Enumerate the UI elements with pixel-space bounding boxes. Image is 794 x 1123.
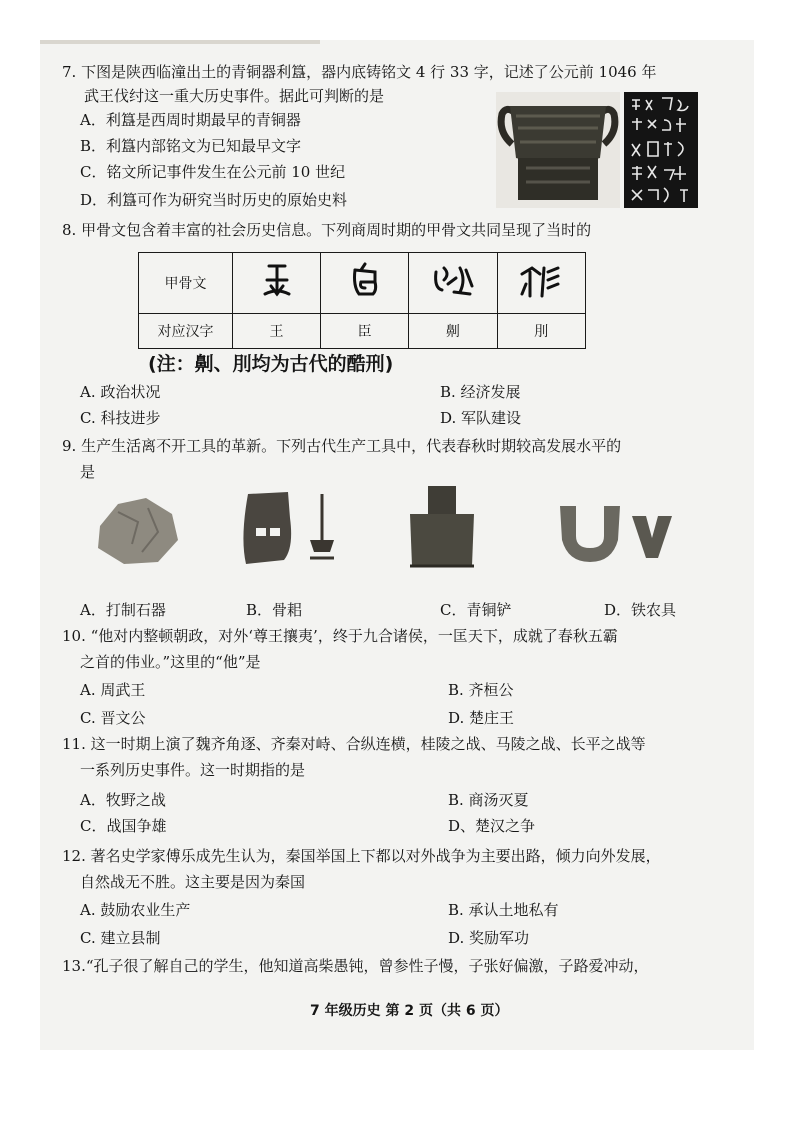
- q12-option-d: D. 奖励军功: [448, 929, 530, 947]
- q8-note: (注：劓、刖均为古代的酷刑): [148, 353, 394, 375]
- q12-stem-line2: 自然战无不胜。这主要是因为秦国: [80, 873, 306, 891]
- iron-tools-image: [554, 500, 678, 570]
- q10-option-a: A. 周武王: [80, 681, 146, 699]
- oracle-glyph-yi: [409, 253, 497, 314]
- oracle-glyph-wang: [232, 253, 320, 314]
- table-header-hanzi: 对应汉字: [139, 314, 233, 349]
- q7-option-d: D．利簋可作为研究当时历史的原始史料: [80, 191, 348, 209]
- q7-option-c: C．铭文所记事件发生在公元前 10 世纪: [80, 163, 346, 181]
- table-header-oracle: 甲骨文: [139, 253, 233, 314]
- oracle-glyph-yi-icon: [430, 260, 476, 302]
- bone-spade-image: [238, 488, 348, 570]
- q7-stem-line1: 7. 下图是陕西临潼出土的青铜器利簋，器内底铸铭文 4 行 33 字，记述了公元前 1046 年: [62, 63, 657, 81]
- chipped-stone-tool-image: [88, 492, 184, 570]
- q10-option-c: C. 晋文公: [80, 709, 146, 727]
- q10-stem-line1: 10. “他对内整顿朝政，对外‘尊王攘夷’，终于九合诸侯，一匡天下，成就了春秋五霸: [62, 627, 618, 645]
- hanzi-cell-4: 刖: [497, 314, 585, 349]
- q7-option-a: A．利簋是西周时期最早的青铜器: [80, 111, 301, 129]
- q13-stem-line1: 13.“孔子很了解自己的学生，他知道高柴愚钝，曾参性子慢，子张好偏激，子路爱冲动，: [62, 957, 649, 975]
- q10-option-d: D. 楚庄王: [448, 709, 515, 727]
- hanzi-cell-1: 王: [232, 314, 320, 349]
- q12-option-b: B. 承认土地私有: [448, 901, 559, 919]
- q8-option-d: D. 军队建设: [440, 409, 522, 427]
- q9-stem-line1: 9. 生产生活离不开工具的革新。下列古代生产工具中，代表春秋时期较高发展水平的: [62, 437, 622, 455]
- q9-option-c: C．青铜铲: [440, 601, 512, 619]
- oracle-glyph-chen-icon: [345, 260, 385, 302]
- q9-stem-line2: 是: [80, 463, 96, 481]
- q12-stem-line1: 12. 著名史学家傅乐成先生认为，秦国举国上下都以对外战争为主要出路，倾力向外发展，: [62, 847, 661, 865]
- oracle-bone-table: [138, 252, 586, 349]
- q12-option-c: C. 建立县制: [80, 929, 161, 947]
- oracle-glyph-chen: [321, 253, 409, 314]
- q9-option-b: B．骨耜: [246, 601, 303, 619]
- bronze-spade-image: [402, 482, 482, 574]
- li-gui-vessel-image: [496, 92, 620, 208]
- q11-option-a: A．牧野之战: [80, 791, 166, 809]
- q12-option-a: A. 鼓励农业生产: [80, 901, 191, 919]
- q8-stem: 8. 甲骨文包含着丰富的社会历史信息。下列商周时期的甲骨文共同呈现了当时的: [62, 221, 592, 239]
- q10-stem-line2: 之首的伟业。”这里的“他”是: [80, 653, 261, 671]
- q10-option-b: B. 齐桓公: [448, 681, 514, 699]
- oracle-glyph-wang-icon: [257, 260, 297, 302]
- hanzi-cell-3: 劓: [409, 314, 497, 349]
- q8-option-b: B. 经济发展: [440, 383, 521, 401]
- q8-option-c: C. 科技进步: [80, 409, 161, 427]
- q9-option-a: A．打制石器: [80, 601, 166, 619]
- hanzi-cell-2: 臣: [321, 314, 409, 349]
- inscription-rubbing-image: [624, 92, 698, 208]
- oracle-glyph-yue: [497, 253, 585, 314]
- q11-stem-line1: 11. 这一时期上演了魏齐角逐、齐秦对峙、合纵连横，桂陵之战、马陵之战、长平之战等: [62, 735, 646, 753]
- q11-stem-line2: 一系列历史事件。这一时期指的是: [80, 761, 306, 779]
- q9-option-d: D．铁农具: [604, 601, 677, 619]
- q11-option-d: D、楚汉之争: [448, 817, 536, 835]
- oracle-glyph-yue-icon: [518, 260, 564, 302]
- q7-stem-line2: 武王伐纣这一重大历史事件。据此可判断的是: [84, 87, 385, 105]
- q8-option-a: A. 政治状况: [80, 383, 161, 401]
- q11-option-b: B. 商汤灭夏: [448, 791, 529, 809]
- q7-option-b: B．利簋内部铭文为已知最早文字: [80, 137, 302, 155]
- scan-artifact: [40, 40, 320, 44]
- page-footer: 7 年级历史 第 2 页（共 6 页）: [310, 1003, 509, 1019]
- q11-option-c: C．战国争雄: [80, 817, 167, 835]
